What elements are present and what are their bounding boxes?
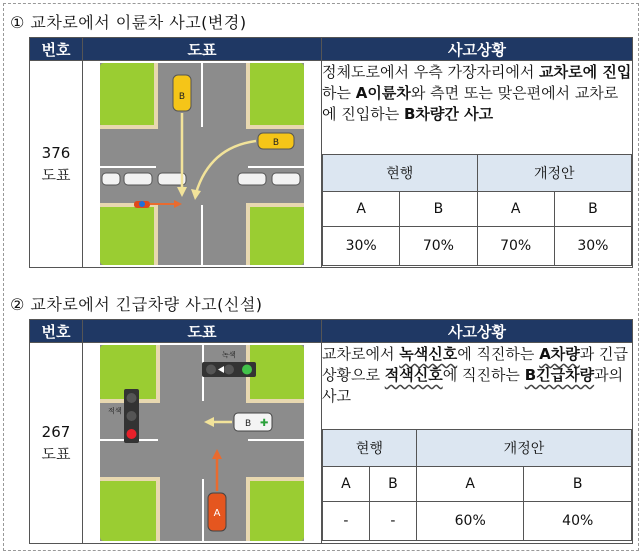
ratio-table xyxy=(322,429,632,541)
red-signal-label: 적색 xyxy=(108,407,122,415)
section2-title: ② 교차로에서 긴급차량 사고(신설) xyxy=(10,295,263,314)
current-header: 현행 xyxy=(323,155,478,192)
header-diagram: 도표 xyxy=(83,38,322,61)
green-signal-label: 녹색 xyxy=(222,351,236,359)
case-number: 376 xyxy=(41,144,71,162)
ratio-value: 70% xyxy=(477,227,554,266)
section2-table xyxy=(29,319,633,544)
col-label: B xyxy=(400,192,477,227)
ratio-value: 40% xyxy=(524,502,632,541)
header-number: 번호 xyxy=(30,320,83,343)
header-situation: 사고상황 xyxy=(322,320,633,343)
case-number-suffix: 도표 xyxy=(41,445,71,463)
ratio-value: 60% xyxy=(416,502,524,541)
svg-text:✚: ✚ xyxy=(260,418,269,429)
section1-table xyxy=(29,37,633,268)
case-number: 267 xyxy=(41,423,71,441)
car-a-label: A xyxy=(213,508,221,519)
situation-description xyxy=(322,343,632,429)
case-number-cell xyxy=(30,61,83,268)
highlight-text: B차량간 사고 xyxy=(404,105,494,123)
ratio-value: 30% xyxy=(323,227,400,266)
col-label: B xyxy=(524,467,632,502)
col-label: A xyxy=(323,192,400,227)
description-text: 와 측면 또는 맞은편에서 교차로에 진입하는 xyxy=(322,84,619,123)
col-label: A xyxy=(477,192,554,227)
ratio-table xyxy=(322,154,632,266)
highlight-text: A차량 xyxy=(539,345,580,363)
col-label: A xyxy=(323,467,370,502)
diagram-cell xyxy=(83,61,322,268)
description-text: 하는 xyxy=(322,84,356,102)
revised-header: 개정안 xyxy=(477,155,632,192)
highlight-text: 교차로에 진입 xyxy=(539,63,632,81)
intersection-diagram-2 xyxy=(100,345,304,541)
highlight-text: 녹색신호 xyxy=(399,345,458,363)
highlight-text: 적색신호 xyxy=(384,366,443,384)
situation-cell xyxy=(322,343,633,544)
description-text: 정체도로에서 우측 가장자리에서 xyxy=(322,63,540,81)
col-label: B xyxy=(369,467,416,502)
situation-description xyxy=(322,61,632,154)
description-text: 과 긴급상황으로 xyxy=(322,345,629,384)
case-number-suffix: 도표 xyxy=(41,166,71,184)
highlight-text: B긴급차량 xyxy=(524,366,595,384)
situation-cell xyxy=(322,61,633,268)
ratio-value: 30% xyxy=(554,227,631,266)
header-diagram: 도표 xyxy=(83,320,322,343)
car-b-label: B xyxy=(245,419,252,429)
description-text: 교차로에서 xyxy=(322,345,400,363)
ratio-value: - xyxy=(323,502,370,541)
section1-title: ① 교차로에서 이륜차 사고(변경) xyxy=(10,13,247,32)
intersection-diagram-1 xyxy=(100,63,304,265)
ratio-value: - xyxy=(369,502,416,541)
col-label: A xyxy=(416,467,524,502)
header-situation: 사고상황 xyxy=(322,38,633,61)
description-text: 에 직진하는 xyxy=(457,345,540,363)
description-text: 과의 사고 xyxy=(322,366,624,405)
current-header: 현행 xyxy=(323,430,417,467)
revised-header: 개정안 xyxy=(416,430,631,467)
case-number-cell xyxy=(30,343,83,544)
highlight-text: A이륜차 xyxy=(355,84,411,102)
description-text: 에 직진하는 xyxy=(442,366,525,384)
diagram-cell xyxy=(83,343,322,544)
ratio-value: 70% xyxy=(400,227,477,266)
header-number: 번호 xyxy=(30,38,83,61)
taxi-right-label: B xyxy=(272,138,280,148)
taxi-top-label: B xyxy=(178,92,186,102)
col-label: B xyxy=(554,192,631,227)
